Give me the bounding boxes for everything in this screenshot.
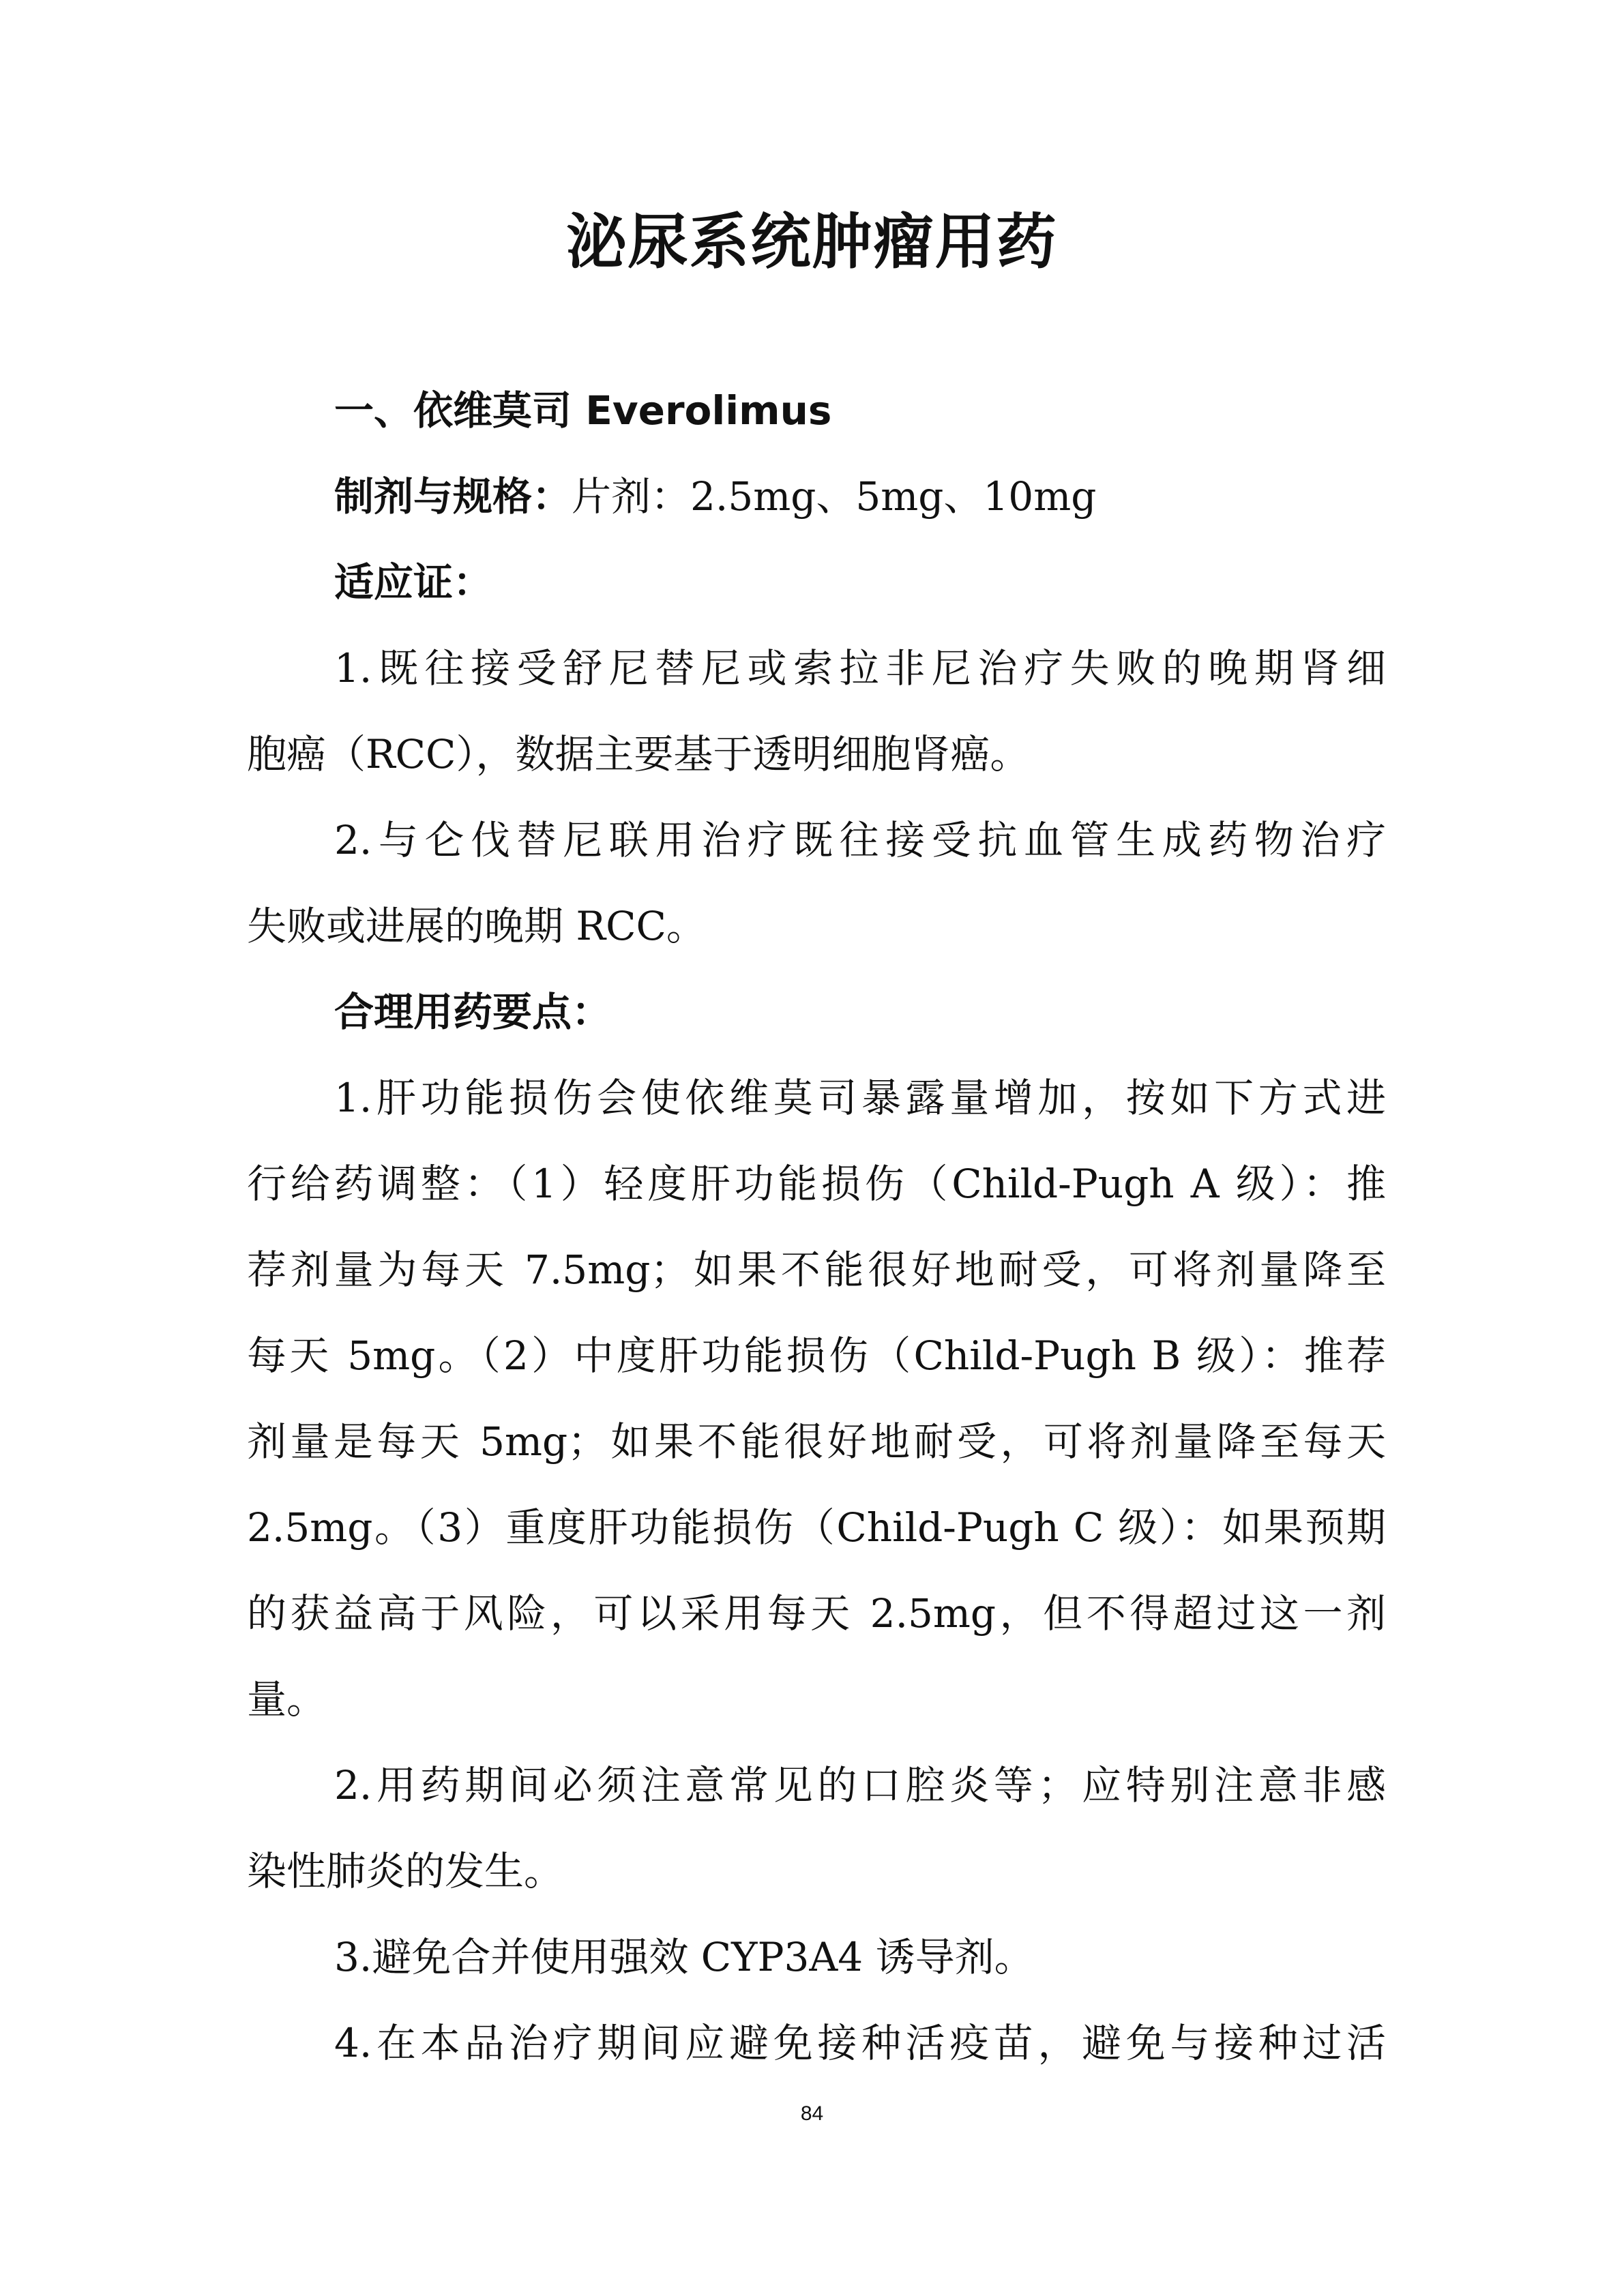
page-number: 84 — [800, 2102, 824, 2125]
text-line: 2.与仑伐替尼联用治疗既往接受抗血管生成药物治疗 — [334, 817, 1386, 863]
text-line: 荐剂量为每天 7.5mg；如果不能很好地耐受，可将剂量降至 — [247, 1247, 1386, 1293]
usage-points-label: 合理用药要点： — [334, 989, 612, 1035]
text-line: 4.在本品治疗期间应避免接种活疫苗，避免与接种过活 — [334, 2020, 1386, 2066]
text-line: 的获益高于风险，可以采用每天 2.5mg，但不得超过这一剂 — [247, 1590, 1386, 1637]
spec-label: 制剂与规格： — [334, 473, 572, 520]
text-line: 2.用药期间必须注意常见的口腔炎等；应特别注意非感 — [334, 1762, 1386, 1808]
text-line: 剂量是每天 5mg；如果不能很好地耐受，可将剂量降至每天 — [247, 1418, 1386, 1465]
text-line: 染性肺炎的发生。 — [247, 1848, 564, 1894]
page-title: 泌尿系统肿瘤用药 — [566, 207, 1058, 277]
text-line: 每天 5mg。（2）中度肝功能损伤（Child-Pugh B 级）：推荐 — [247, 1332, 1386, 1379]
indications-label: 适应证： — [334, 559, 493, 606]
text-line: 胞癌（RCC），数据主要基于透明细胞肾癌。 — [247, 731, 1030, 777]
text-line: 1.肝功能损伤会使依维莫司暴露量增加，按如下方式进 — [334, 1075, 1386, 1121]
text-line: 3.避免合并使用强效 CYP3A4 诱导剂。 — [334, 1934, 1034, 1980]
text-line: 失败或进展的晚期 RCC。 — [247, 903, 706, 949]
spec-line — [334, 454, 1386, 539]
text-line: 行给药调整：（1）轻度肝功能损伤（Child-Pugh A 级）：推 — [247, 1161, 1386, 1207]
section-heading: 一、依维莫司 Everolimus — [334, 387, 832, 434]
text-line: 1.既往接受舒尼替尼或索拉非尼治疗失败的晚期肾细 — [334, 645, 1386, 691]
text-line: 量。 — [247, 1676, 327, 1723]
spec-value: 片剂：2.5mg、5mg、10mg — [572, 473, 1097, 520]
text-line: 2.5mg。（3）重度肝功能损伤（Child-Pugh C 级）：如果预期 — [247, 1504, 1386, 1551]
